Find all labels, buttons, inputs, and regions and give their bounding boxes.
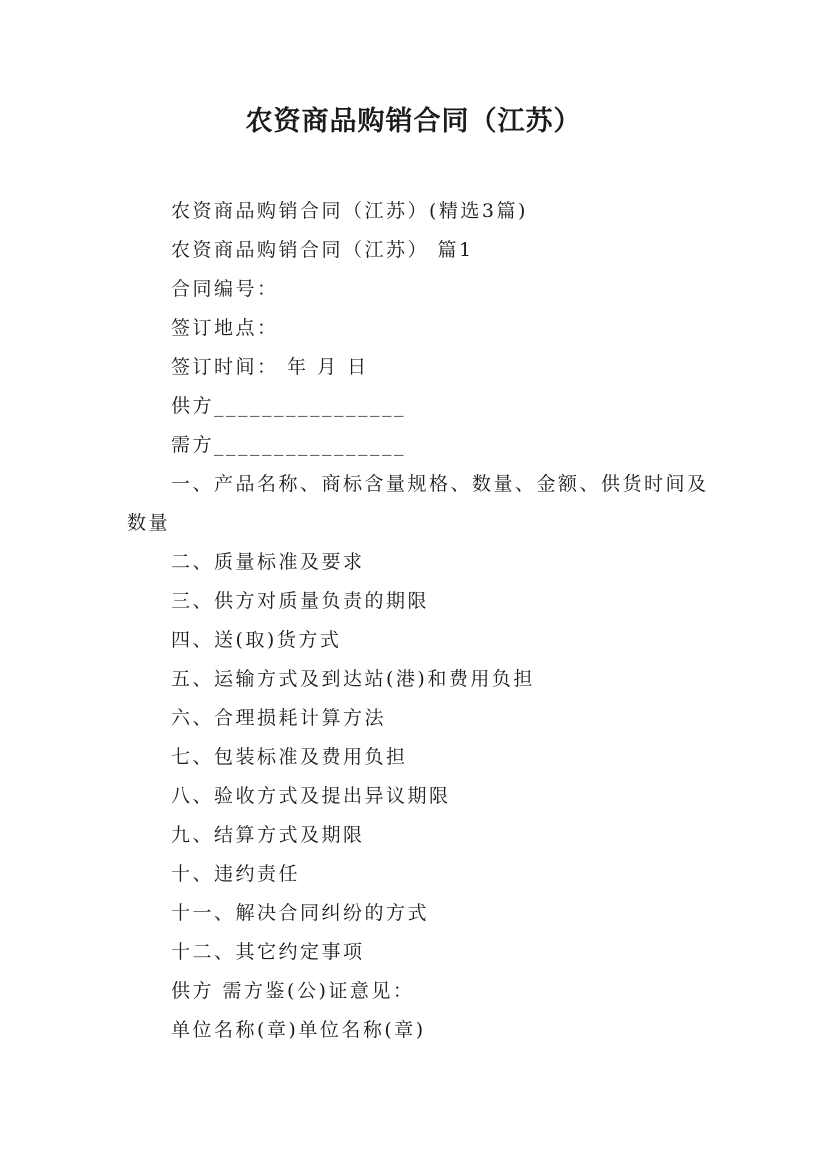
signature-unit-names: 单位名称(章)单位名称(章)	[171, 1019, 426, 1041]
clause-2: 二、质量标准及要求	[171, 551, 365, 573]
clause-3: 三、供方对质量负责的期限	[171, 590, 430, 612]
clause-8: 八、验收方式及提出异议期限	[171, 785, 451, 807]
field-signing-date: 签订时间： 年 月 日	[171, 356, 369, 378]
clause-1: 一、产品名称、商标含量规格、数量、金额、供货时间及数量	[127, 473, 709, 534]
clause-10: 十、违约责任	[171, 863, 301, 885]
clause-12: 十二、其它约定事项	[171, 941, 365, 963]
clause-9: 九、结算方式及期限	[171, 824, 365, 846]
clause-5: 五、运输方式及到达站(港)和费用负担	[171, 668, 535, 690]
field-buyer: 需方________________	[171, 434, 407, 456]
paragraph-subtitle: 农资商品购销合同（江苏）(精选3篇)	[171, 200, 528, 222]
field-supplier: 供方________________	[171, 395, 407, 417]
document-title: 农资商品购销合同（江苏）	[245, 106, 582, 137]
document-body	[127, 192, 717, 1050]
clause-4: 四、送(取)货方式	[171, 629, 342, 651]
clause-7: 七、包装标准及费用负担	[171, 746, 408, 768]
signature-parties: 供方 需方鉴(公)证意见：	[171, 980, 415, 1002]
paragraph-section-heading: 农资商品购销合同（江苏） 篇1	[171, 239, 474, 261]
field-contract-number: 合同编号：	[171, 278, 279, 300]
clause-11: 十一、解决合同纠纷的方式	[171, 902, 430, 924]
clause-6: 六、合理损耗计算方法	[171, 707, 387, 729]
field-signing-place: 签订地点：	[171, 317, 279, 339]
